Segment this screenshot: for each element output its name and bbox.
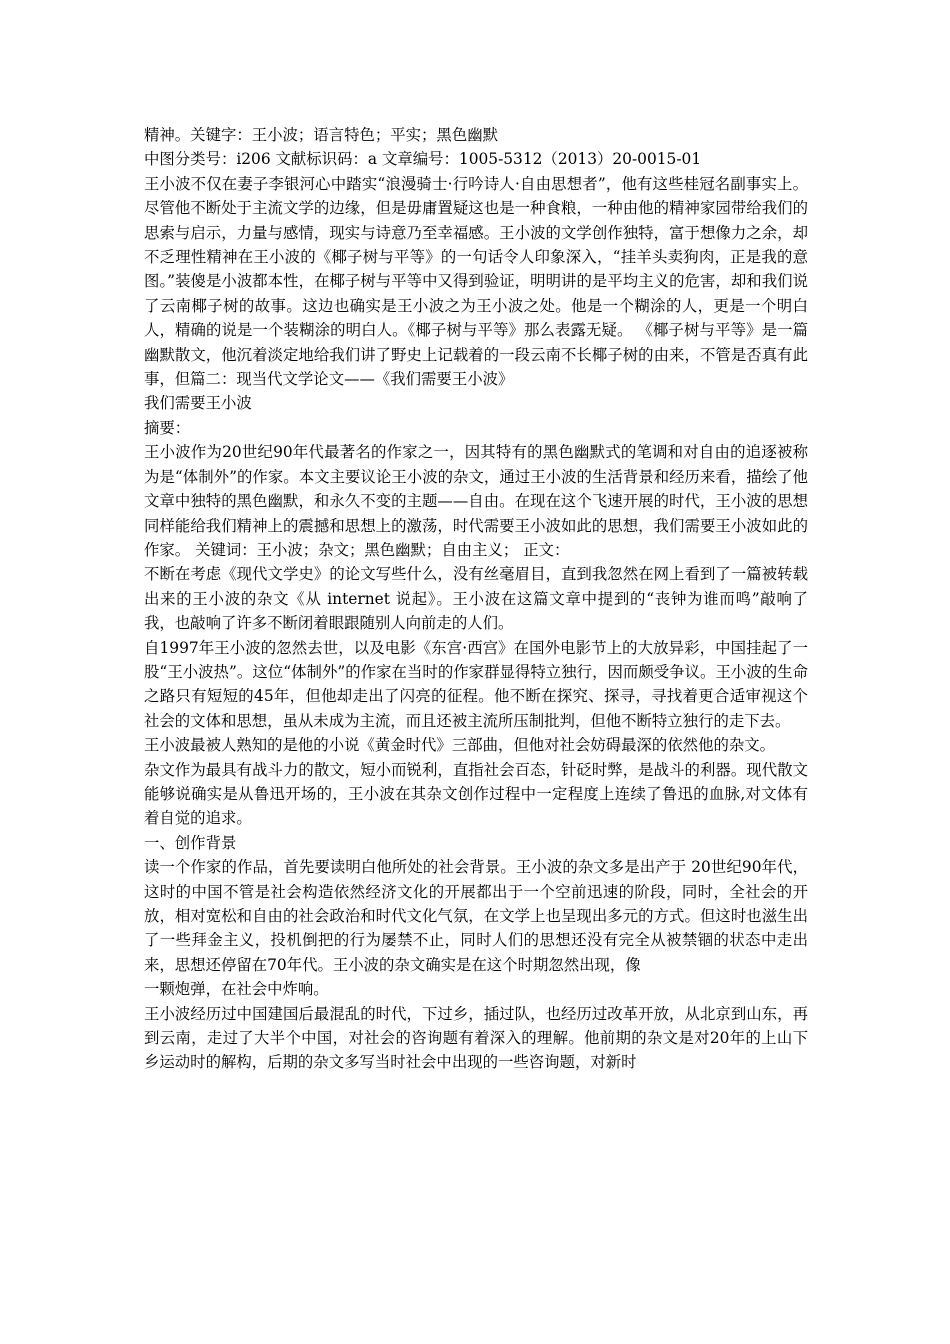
paper-title: 我们需要王小波 xyxy=(144,394,252,413)
paragraph-abstract: 王小波作为20世纪90年代最著名的作家之一，因其特有的黑色幽默式的笔调和对自由的追逐被称为是“体制外”的作家。本文主要议论王小波的杂文，通过王小波的生活背景和经历来看，描绘了他文章中独特的黑色幽默，和永久不变的主题——自由。在现在这个飞速开展的时代，王小波的思想同样能给我们精神上的震撼和思想上的激荡，时代需要王小波如此的思想，我们需要王小波如此的作家。 关键词：王小波；杂文；黑色幽默；自由主义； 正文： xyxy=(144,443,808,559)
paragraph-body: 读一个作家的作品，首先要读明白他所处的社会背景。王小波的杂文多是出产于 20世纪90年代，这时的中国不管是社会构造依然经济文化的开展都出于一个空前迅速的阶段，同时，全社会的开放，相对宽松和自由的社会政治和时代文化气氛，在文学上也呈现出多元的方式。但这时也滋生出了一些拜金主义，投机倒把的行为屡禁不止，同时人们的思想还没有完全从被禁锢的状态中走出来，思想还停留在70年代。王小波的杂文确实是在这个时期忽然出现，像 xyxy=(144,858,808,974)
paragraph-body: 杂文作为最具有战斗力的散文，短小而锐利，直指社会百态，针砭时弊，是战斗的利器。现代散文能够说确实是从鲁迅开场的，王小波在其杂文创作过程中一定程度上连续了鲁迅的血脉,对文体有着自觉的追求。 xyxy=(144,760,808,828)
paragraph-body: 自1997年王小波的忽然去世，以及电影《东宫·西宫》在国外电影节上的大放异彩，中国挂起了一股“王小波热”。这位“体制外”的作家在当时的作家群显得特立独行，因而颇受争议。王小波的生命之路只有短短的45年，但他却走出了闪亮的征程。他不断在探究、探寻，寻找着更合适审视这个社会的文体和思想，虽从未成为主流，而且还被主流所压制批判，但他不断特立独行的走下去。 xyxy=(144,638,808,730)
paragraph-body: 不断在考虑《现代文学史》的论文写些什么，没有丝毫眉目，直到我忽然在网上看到了一篇被转载出来的王小波的杂文《从 internet 说起》。王小波在这篇文章中提到的“丧钟为谁而鸣”敲响了我，也敲响了许多不断闭着眼跟随别人向前走的人们。 xyxy=(144,565,808,633)
section-heading: 一、创作背景 xyxy=(144,833,237,852)
paragraph-keywords: 精神。关键字：王小波；语言特色；平实；黑色幽默 xyxy=(144,126,498,144)
document-body xyxy=(144,123,808,1075)
paragraph-body: 一颗炮弹，在社会中炸响。 xyxy=(144,980,329,999)
paragraph-body: 王小波最被人熟知的是他的小说《黄金时代》三部曲，但他对社会妨碍最深的依然他的杂文。 xyxy=(144,736,776,755)
paragraph-body: 王小波不仅在妻子李银河心中踏实“浪漫骑士·行吟诗人·自由思想者”，他有这些桂冠名副事实上。尽管他不断处于主流文学的边缘，但是毋庸置疑这也是一种食粮，一种由他的精神家园带给我们的思索与启示，力量与感情，现实与诗意乃至幸福感。王小波的文学创作独特，富于想像力之余，却不乏理性精神在王小波的《椰子树与平等》的一句话令人印象深入，“挂羊头卖狗肉，正是我的意图。”装傻是小波都本性，在椰子树与平等中又得到验证，明明讲的是平均主义的危害，却和我们说了云南椰子树的故事。这边也确实是王小波之为王小波之处。他是一个糊涂的人，更是一个明白人，精确的说是一个装糊涂的明白人。《椰子树与平等》那么表露无疑。 《椰子树与平等》是一篇幽默散文，他沉着淡定地给我们讲了野史上记载着的一段云南不长椰子树的由来，不管是否真有此事，但篇二：现当代文学论文——《我们需要王小波》 xyxy=(144,174,808,389)
abstract-heading: 摘要： xyxy=(144,418,191,437)
paragraph-classification: 中图分类号：i206 文献标识码：a 文章编号：1005-5312（2013）20-0015-01 xyxy=(144,150,702,169)
paragraph-body: 王小波经历过中国建国后最混乱的时代，下过乡，插过队，也经历过改革开放，从北京到山东，再到云南，走过了大半个中国，对社会的咨询题有着深入的理解。他前期的杂文是对20年的上山下乡运动时的解构，后期的杂文多写当时社会中出现的一些咨询题，对新时 xyxy=(144,1004,808,1072)
